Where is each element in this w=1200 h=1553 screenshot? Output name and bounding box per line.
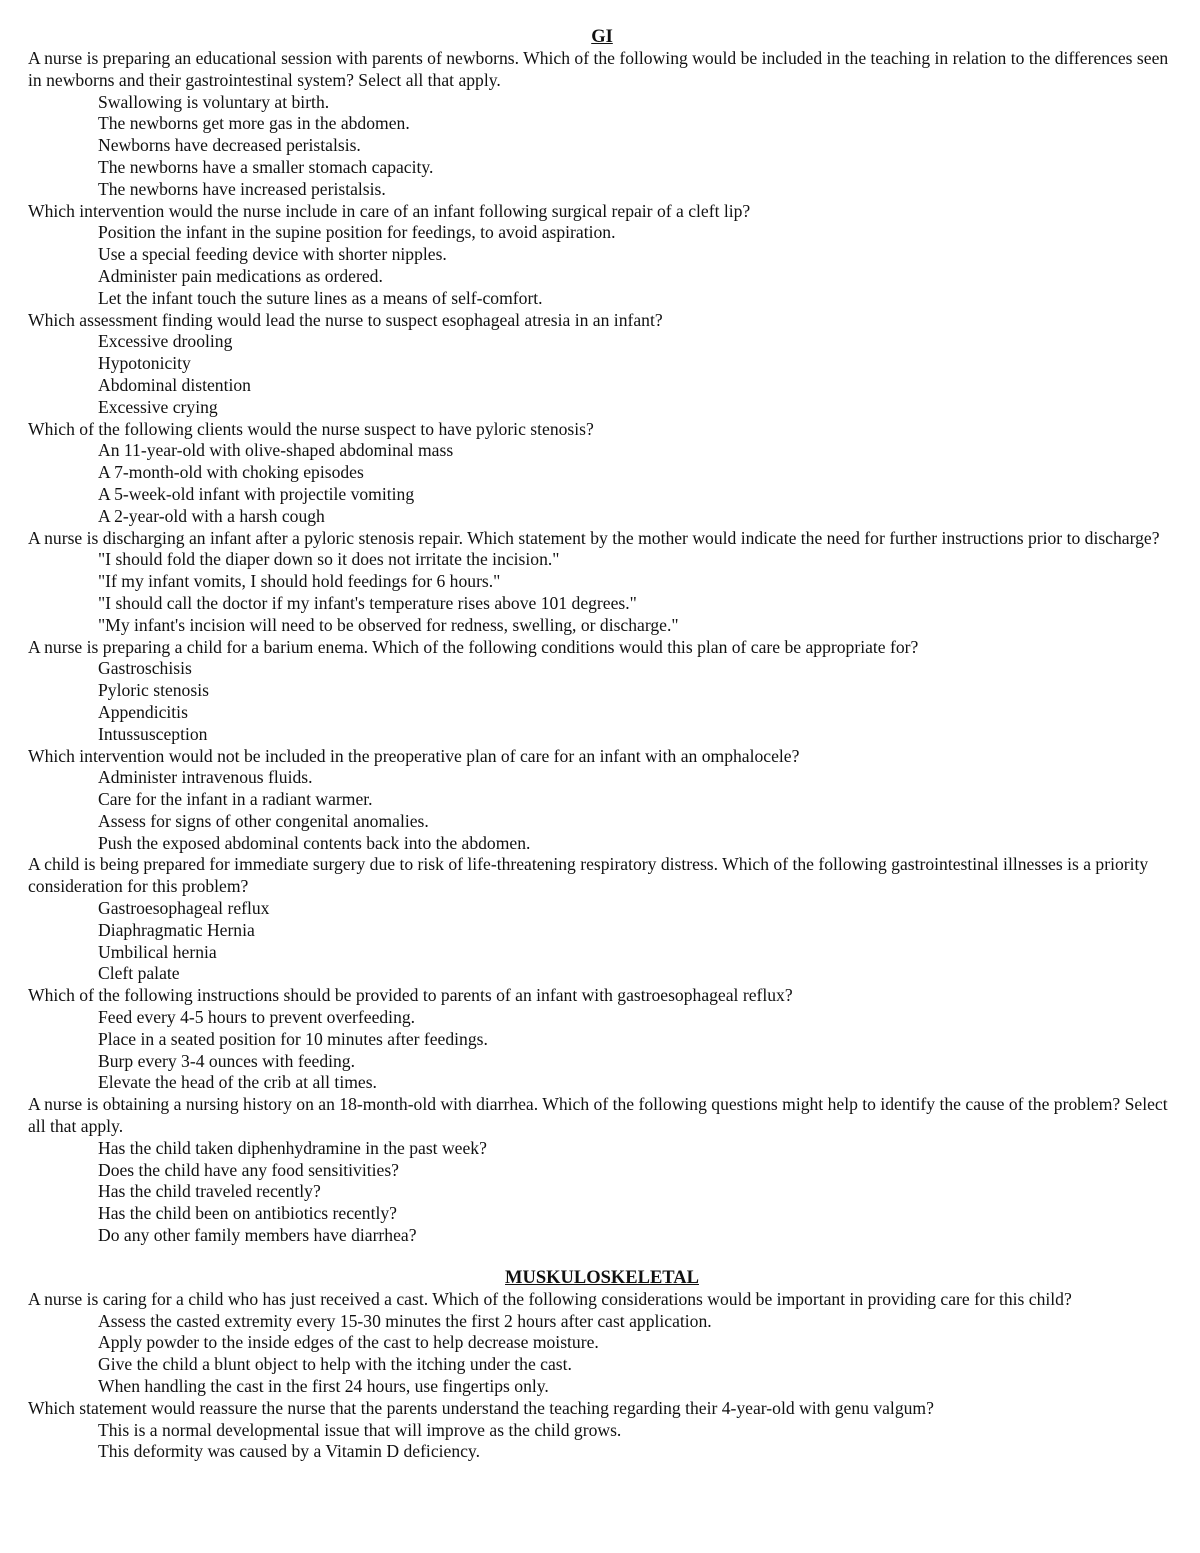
answer-options: [28, 440, 1176, 527]
question-block: [28, 854, 1176, 985]
question-text: A nurse is obtaining a nursing history on an 18-month-old with diarrhea. Which of the following questions might help to identify the cause of the problem? Select all that apply.: [28, 1094, 1168, 1137]
answer-option: Gastroesophageal reflux: [98, 898, 270, 919]
answer-options: [28, 1007, 1176, 1094]
answer-option: This is a normal developmental issue that will improve as the child grows.: [98, 1419, 622, 1440]
question-text: A nurse is caring for a child who has just received a cast. Which of the following considerations would be important in providing care for this child?: [28, 1288, 1072, 1309]
answer-option: Administer intravenous fluids.: [98, 767, 313, 788]
answer-option: Feed every 4-5 hours to prevent overfeeding.: [98, 1007, 416, 1028]
answer-option: When handling the cast in the first 24 hours, use fingertips only.: [98, 1376, 549, 1397]
answer-options: [28, 898, 1176, 985]
answer-option: "If my infant vomits, I should hold feedings for 6 hours.": [98, 571, 501, 592]
answer-option: Give the child a blunt object to help with the itching under the cast.: [98, 1354, 572, 1375]
question-text: A child is being prepared for immediate surgery due to risk of life-threatening respiratory distress. Which of the following gastrointestinal illnesses is a priority consideration for this problem?: [28, 854, 1149, 897]
answer-option: "My infant's incision will need to be observed for redness, swelling, or discharge.": [98, 614, 679, 635]
answer-option: Excessive crying: [98, 396, 218, 417]
answer-option: A 7-month-old with choking episodes: [98, 462, 364, 483]
question-block: [28, 1398, 1176, 1463]
document-page: [28, 26, 1176, 1463]
answer-option: Assess the casted extremity every 15-30 minutes the first 2 hours after cast application.: [98, 1310, 712, 1331]
answer-option: Pyloric stenosis: [98, 680, 209, 701]
question-block: [28, 419, 1176, 528]
answer-option: Push the exposed abdominal contents back into the abdomen.: [98, 832, 531, 853]
answer-option: A 2-year-old with a harsh cough: [98, 505, 325, 526]
question-block: [28, 1094, 1176, 1247]
answer-option: An 11-year-old with olive-shaped abdominal mass: [98, 440, 454, 461]
question-block: [28, 746, 1176, 855]
answer-option: Has the child been on antibiotics recently?: [98, 1203, 397, 1224]
question-text: Which of the following clients would the nurse suspect to have pyloric stenosis?: [28, 418, 594, 439]
answer-option: Assess for signs of other congenital anomalies.: [98, 810, 429, 831]
question-text: A nurse is preparing a child for a barium enema. Which of the following conditions would this plan of care be appropriate for?: [28, 636, 919, 657]
answer-options: [28, 1138, 1176, 1247]
answer-option: Let the infant touch the suture lines as a means of self-comfort.: [98, 287, 543, 308]
answer-option: Do any other family members have diarrhea?: [98, 1225, 417, 1246]
question-text: Which intervention would the nurse include in care of an infant following surgical repair of a cleft lip?: [28, 200, 751, 221]
question-text: Which of the following instructions should be provided to parents of an infant with gastroesophageal reflux?: [28, 985, 793, 1006]
answer-option: Care for the infant in a radiant warmer.: [98, 789, 373, 810]
answer-options: [28, 1420, 1176, 1464]
question-block: [28, 310, 1176, 419]
answer-option: Has the child traveled recently?: [98, 1181, 321, 1202]
answer-option: Use a special feeding device with shorter nipples.: [98, 244, 447, 265]
question-text: Which assessment finding would lead the nurse to suspect esophageal atresia in an infant?: [28, 309, 663, 330]
answer-option: Has the child taken diphenhydramine in the past week?: [98, 1137, 487, 1158]
answer-option: The newborns get more gas in the abdomen.: [98, 113, 410, 134]
answer-option: "I should fold the diaper down so it does not irritate the incision.": [98, 549, 560, 570]
answer-option: "I should call the doctor if my infant's temperature rises above 101 degrees.": [98, 592, 637, 613]
question-block: [28, 637, 1176, 746]
answer-option: Intussusception: [98, 723, 208, 744]
answer-options: [28, 222, 1176, 309]
answer-options: [28, 549, 1176, 636]
question-block: [28, 1289, 1176, 1398]
answer-option: Appendicitis: [98, 701, 188, 722]
section-title: GI: [591, 27, 613, 47]
answer-option: The newborns have increased peristalsis.: [98, 178, 386, 199]
answer-options: [28, 331, 1176, 418]
answer-option: Administer pain medications as ordered.: [98, 265, 383, 286]
question-text: Which intervention would not be included in the preoperative plan of care for an infant with an omphalocele?: [28, 745, 800, 766]
answer-option: Cleft palate: [98, 963, 180, 984]
answer-option: Gastroschisis: [98, 658, 192, 679]
answer-option: Swallowing is voluntary at birth.: [98, 91, 330, 112]
question-block: [28, 985, 1176, 1094]
question-block: [28, 48, 1176, 201]
answer-option: Hypotonicity: [98, 353, 191, 374]
question-block: [28, 201, 1176, 310]
answer-options: [28, 767, 1176, 854]
question-text: Which statement would reassure the nurse that the parents understand the teaching regarding their 4-year-old with genu valgum?: [28, 1397, 934, 1418]
answer-options: [28, 1311, 1176, 1398]
answer-option: This deformity was caused by a Vitamin D deficiency.: [98, 1441, 480, 1462]
answer-option: Newborns have decreased peristalsis.: [98, 135, 361, 156]
answer-option: The newborns have a smaller stomach capacity.: [98, 156, 434, 177]
answer-option: Place in a seated position for 10 minutes after feedings.: [98, 1028, 488, 1049]
answer-options: [28, 658, 1176, 745]
answer-option: A 5-week-old infant with projectile vomiting: [98, 483, 415, 504]
answer-option: Burp every 3-4 ounces with feeding.: [98, 1050, 355, 1071]
section-title: MUSKULOSKELETAL: [505, 1267, 699, 1288]
answer-option: Abdominal distention: [98, 374, 251, 395]
question-block: [28, 528, 1176, 637]
question-text: A nurse is preparing an educational session with parents of newborns. Which of the following would be included in the teaching in relation to the differences seen in newborns and their gastrointestinal system? Select all that apply.: [28, 48, 1169, 90]
answer-option: Elevate the head of the crib at all times.: [98, 1072, 377, 1093]
answer-option: Diaphragmatic Hernia: [98, 919, 255, 940]
answer-option: Umbilical hernia: [98, 941, 217, 962]
answer-option: Excessive drooling: [98, 331, 233, 352]
question-text: A nurse is discharging an infant after a pyloric stenosis repair. Which statement by the mother would indicate the need for further instructions prior to discharge?: [28, 527, 1160, 548]
answer-option: Does the child have any food sensitivities?: [98, 1159, 399, 1180]
answer-options: [28, 92, 1176, 201]
answer-option: Position the infant in the supine position for feedings, to avoid aspiration.: [98, 222, 616, 243]
answer-option: Apply powder to the inside edges of the cast to help decrease moisture.: [98, 1332, 599, 1353]
